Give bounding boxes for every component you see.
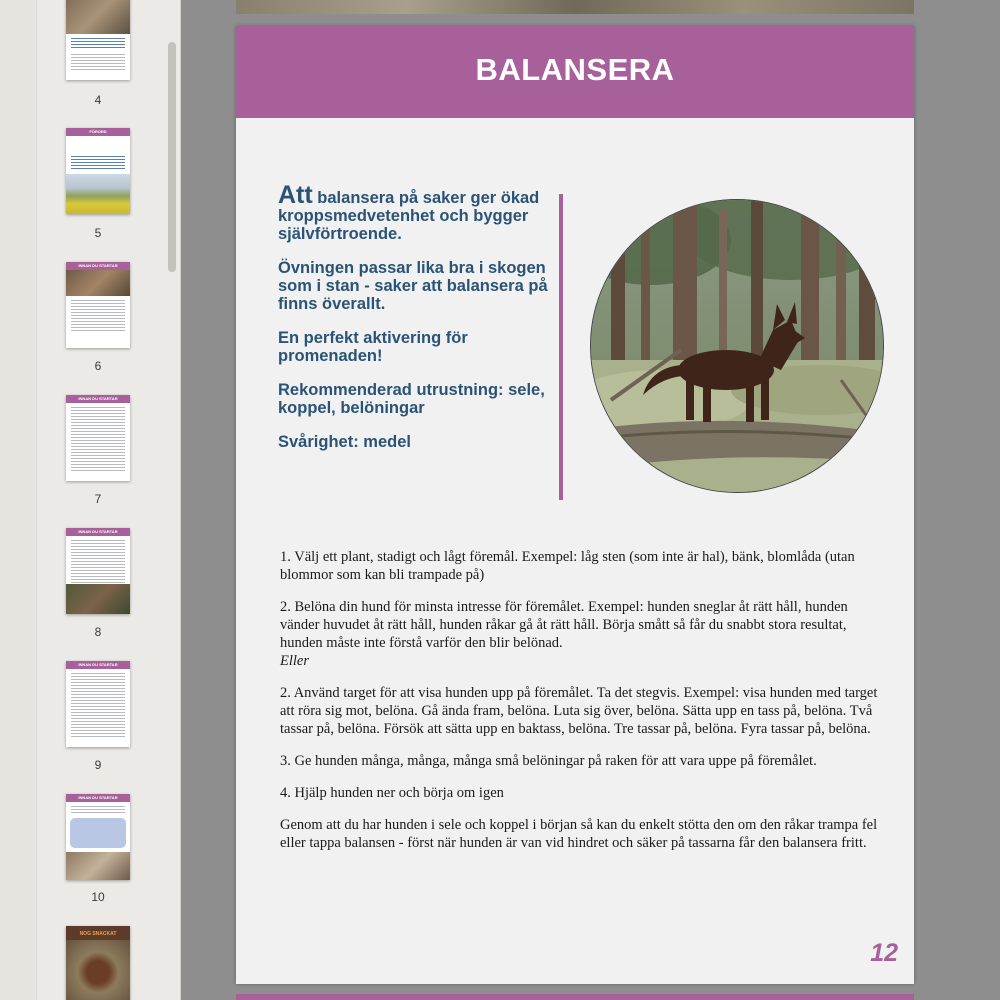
thumbnail-number: 5 <box>94 226 102 240</box>
thumbnail-band-label: NOG SNACKAT <box>79 931 117 937</box>
thumbnail-number: 10 <box>91 890 105 904</box>
intro-paragraph-3: En perfekt aktivering för promenaden! <box>278 329 468 365</box>
intro-difficulty: Svårighet: medel <box>278 433 411 451</box>
dog-photo <box>590 199 884 493</box>
closing-paragraph: Genom att du har hunden i sele och koppel i början så kan du enkelt stötta den om den råkar trampa fel eller tappa balansen - först när hunden är van vid hindret och säker på tassarna får den balansera fritt. <box>280 817 878 851</box>
page-header-band <box>236 26 914 118</box>
thumbnail-number: 9 <box>94 758 102 772</box>
thumbnail-band-label: INNAN DU STARTAR <box>78 529 118 534</box>
page-thumbnail-6[interactable] <box>66 262 130 348</box>
step-1: 1. Välj ett plant, stadigt och lågt föremål. Exempel: låg sten (som inte är hal), bänk, blomlåda (utan blommor som kan bli trampade på) <box>280 549 855 583</box>
step-alternative-label: Eller <box>280 653 309 669</box>
intro-equipment: Rekommenderad utrustning: sele, koppel, belöningar <box>278 381 545 417</box>
step-2: 2. Belöna din hund för minsta intresse för föremålet. Exempel: hunden sneglar åt rätt håll, hunden vänder huvudet åt rätt håll, hunden råkar gå åt rätt håll. Börja smått så får du snabbt stora resultat, hunden måste inte förstå varför den blir belönad. <box>280 599 848 651</box>
vertical-divider <box>559 194 563 500</box>
page-number: 12 <box>870 939 898 967</box>
intro-lead-word: Att <box>278 181 313 209</box>
thumbnail-sidebar[interactable] <box>0 0 181 1000</box>
sidebar-gutter <box>0 0 37 1000</box>
thumbnail-band-label: INNAN DU STARTAR <box>78 263 118 268</box>
page-title: BALANSERA <box>475 52 675 87</box>
page-thumbnail-10[interactable] <box>66 794 130 880</box>
document-page <box>236 26 914 984</box>
page-thumbnail-4[interactable] <box>66 0 130 80</box>
thumbnail-band-label: INNAN DU STARTAR <box>78 662 118 667</box>
intro-paragraph-1 <box>278 181 548 243</box>
next-page-edge <box>236 994 914 1000</box>
thumbnail-number: 8 <box>94 625 102 639</box>
thumbnail-band-label: INNAN DU STARTAR <box>78 396 118 401</box>
step-2-group <box>280 598 880 670</box>
page-thumbnail-8[interactable] <box>66 528 130 614</box>
instruction-steps <box>280 548 880 866</box>
intro-paragraph-1-text: balansera på saker ger ökad kroppsmedvetenhet och bygger självförtroende. <box>278 189 540 243</box>
page-thumbnail-9[interactable] <box>66 661 130 747</box>
thumbnail-number: 6 <box>94 359 102 373</box>
page-thumbnail-5[interactable] <box>66 128 130 214</box>
thumbnail-band-label: FÖRORD <box>89 129 107 134</box>
thumbnail-band-label: INNAN DU STARTAR <box>78 795 118 800</box>
sidebar-scrollbar[interactable] <box>168 42 176 272</box>
page-thumbnail-7[interactable] <box>66 395 130 481</box>
thumbnail-number: 4 <box>94 93 102 107</box>
intro-paragraph-2: Övningen passar lika bra i skogen som i stan - saker att balansera på finns överallt. <box>278 259 548 313</box>
thumbnail-number: 7 <box>94 492 102 506</box>
step-2-alternative: 2. Använd target för att visa hunden upp på föremålet. Ta det stegvis. Exempel: visa hunden med target att röra sig mot, belöna. Gå ända fram, belöna. Luta sig över, belöna. Sätta upp en tass på, belöna. Två tassar på, belöna. Försök att sätta upp en baktass, belöna. Tre tassar på, belöna. Fyra tassar på, belöna. <box>280 685 878 737</box>
intro-text <box>278 181 548 467</box>
previous-page-edge <box>236 0 914 14</box>
page-thumbnail-11[interactable] <box>66 926 130 1000</box>
step-4: 4. Hjälp hunden ner och börja om igen <box>280 785 504 801</box>
step-3: 3. Ge hunden många, många, många små belöningar på raken för att vara uppe på föremålet. <box>280 753 817 769</box>
